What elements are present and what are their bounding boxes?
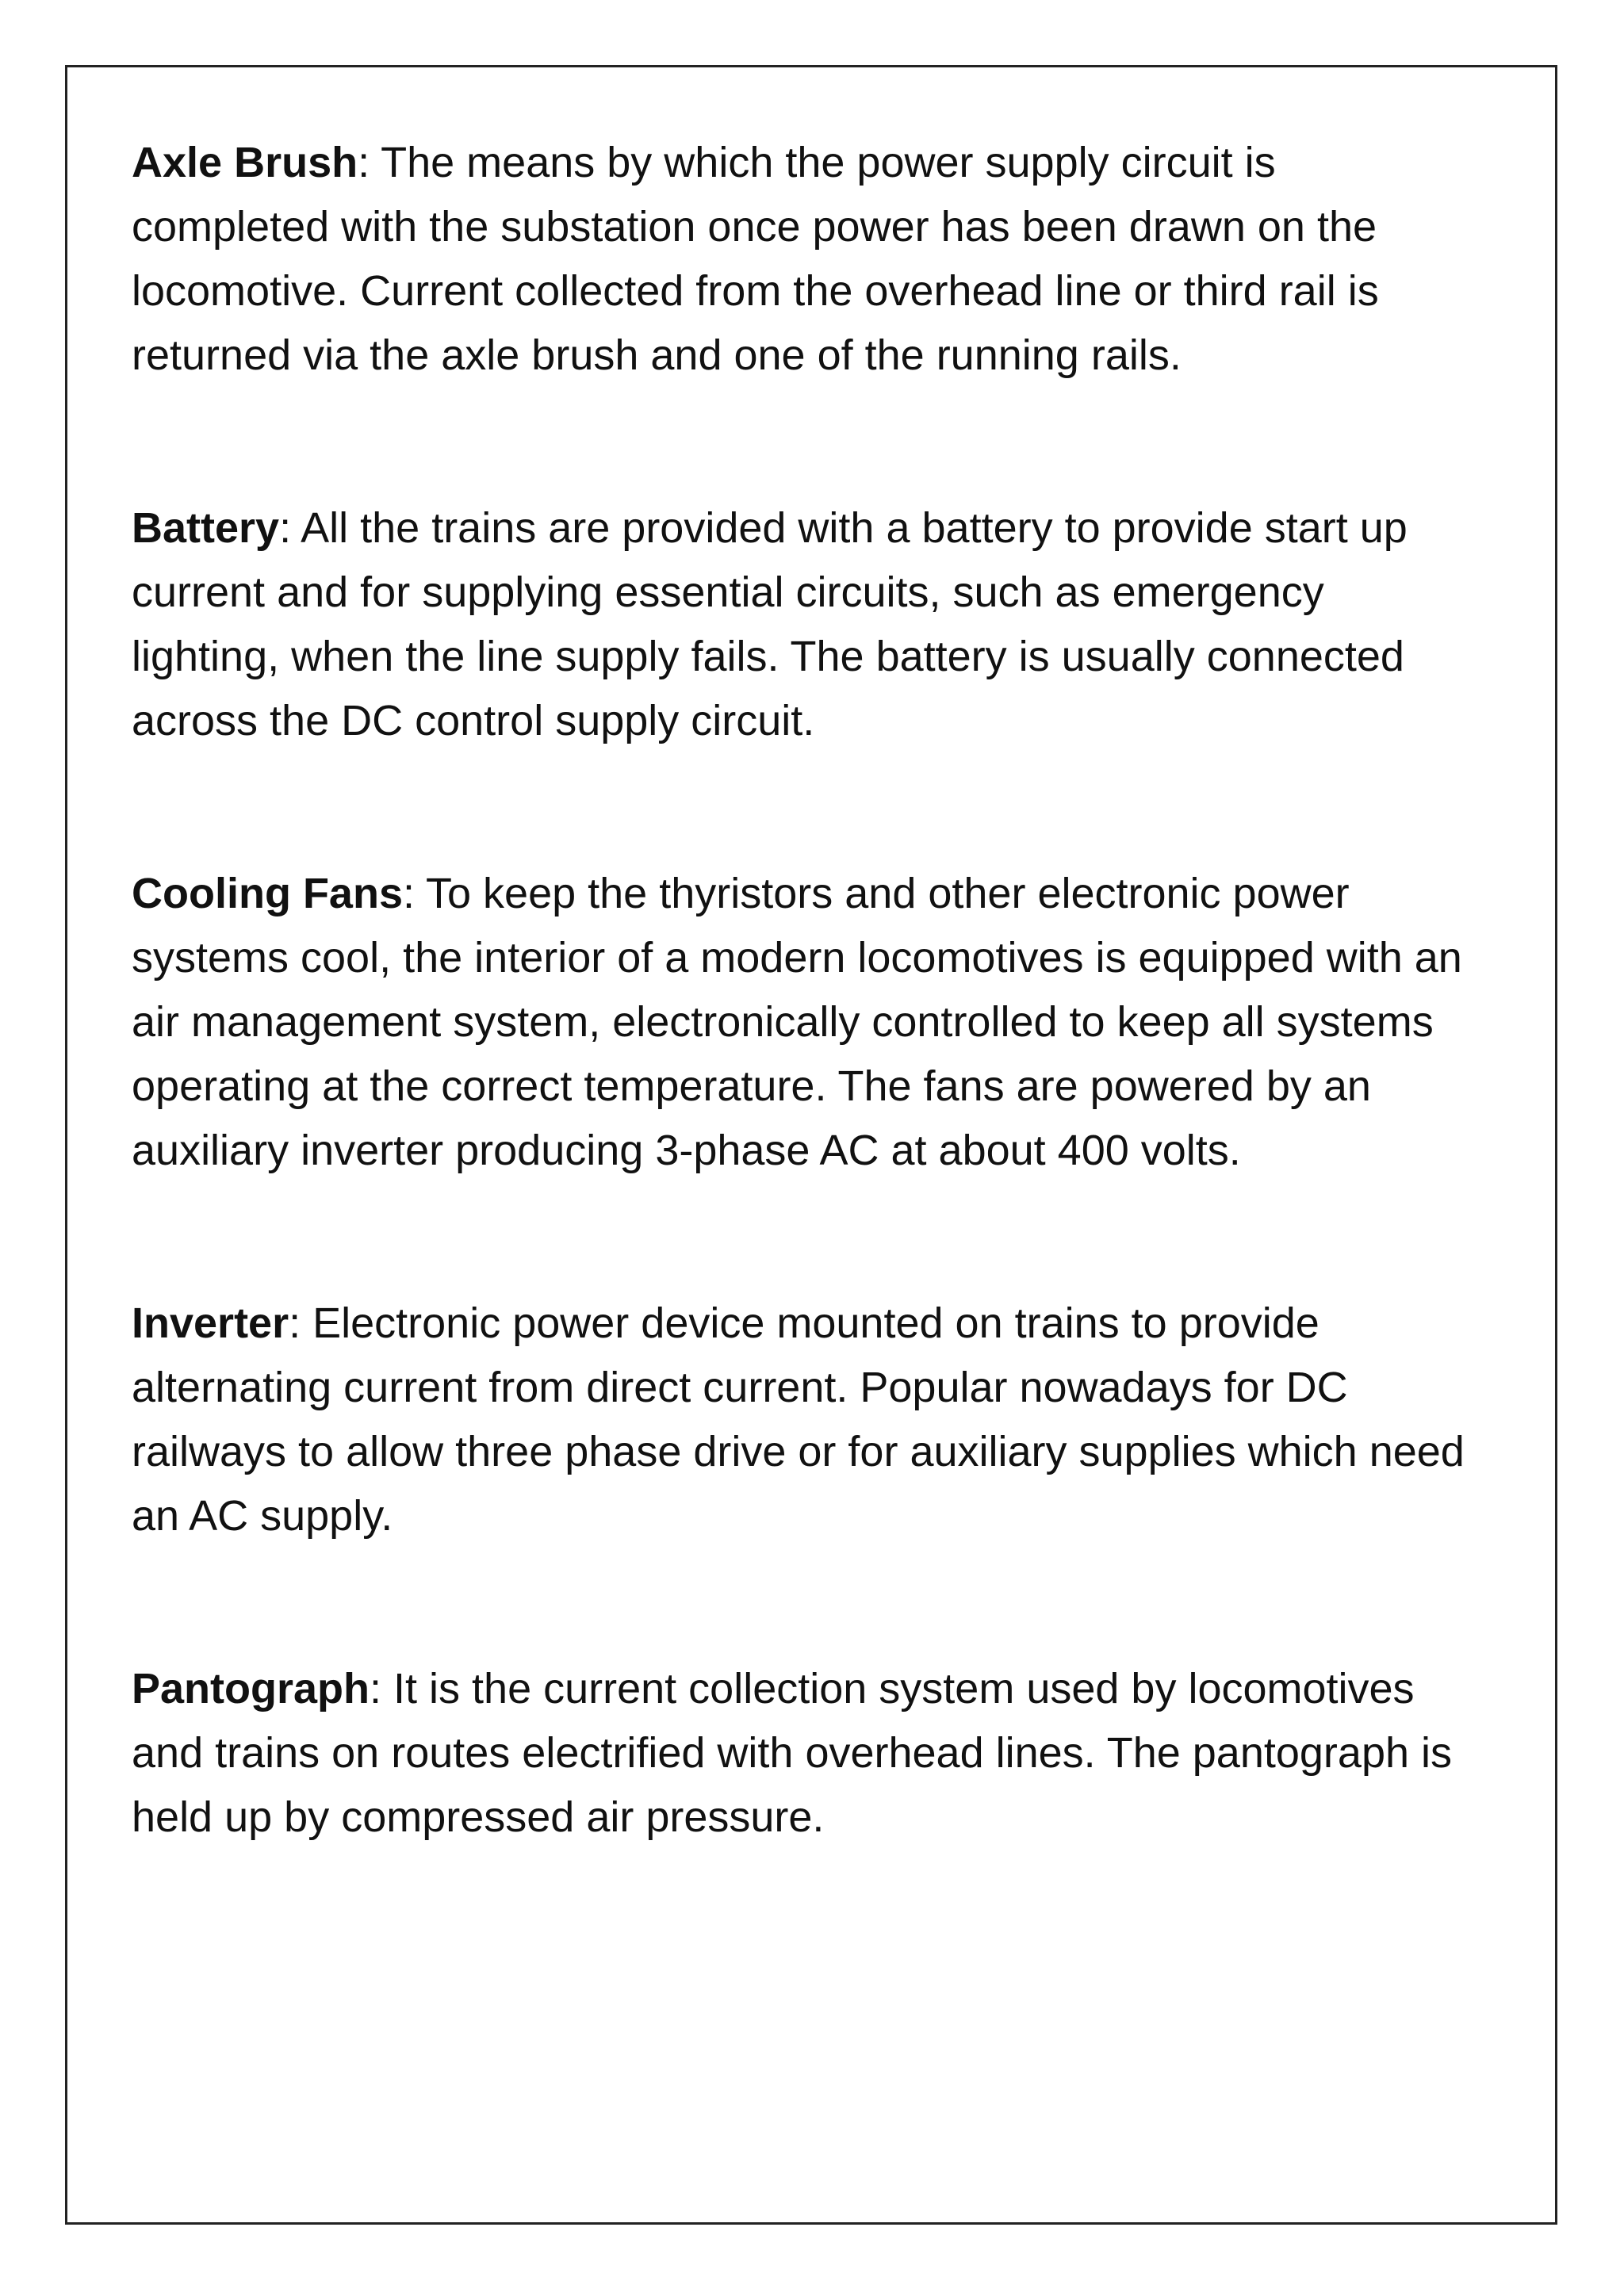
glossary-term: Battery <box>132 504 280 552</box>
glossary-definition: : The means by which the power supply circuit is completed with the substation once power has been drawn on the locomotive. Current collected from the overhead line or third rail is returned via the axle brush and one of the running rails. <box>132 139 1379 379</box>
glossary-definition: : To keep the thyristors and other electronic power systems cool, the interior of a modern locomotives is equipped with an air management system, electronically controlled to keep all systems operating at the correct temperature. The fans are powered by an auxiliary inverter producing 3-phase AC at about 400 volts. <box>132 870 1462 1174</box>
glossary-definition: : It is the current collection system used by locomotives and trains on routes electrified with overhead lines. The pantograph is held up by compressed air pressure. <box>132 1665 1453 1841</box>
glossary-term: Cooling Fans <box>132 870 403 917</box>
glossary-entry-cooling-fans <box>132 862 1472 1183</box>
glossary-list <box>132 131 1472 1850</box>
glossary-entry-axle-brush <box>132 131 1472 388</box>
glossary-definition: : All the trains are provided with a battery to provide start up current and for supplying essential circuits, such as emergency lighting, when the line supply fails. The battery is usually connected across the DC control supply circuit. <box>132 504 1408 744</box>
glossary-term: Axle Brush <box>132 139 358 186</box>
glossary-entry-pantograph <box>132 1657 1472 1850</box>
glossary-entry-inverter <box>132 1292 1472 1548</box>
glossary-term: Inverter <box>132 1299 289 1347</box>
glossary-term: Pantograph <box>132 1665 370 1712</box>
glossary-definition: : Electronic power device mounted on trains to provide alternating current from direct current. Popular nowadays for DC railways to allow three phase drive or for auxiliary supplies which need an AC supply. <box>132 1299 1465 1540</box>
glossary-entry-battery <box>132 496 1472 753</box>
